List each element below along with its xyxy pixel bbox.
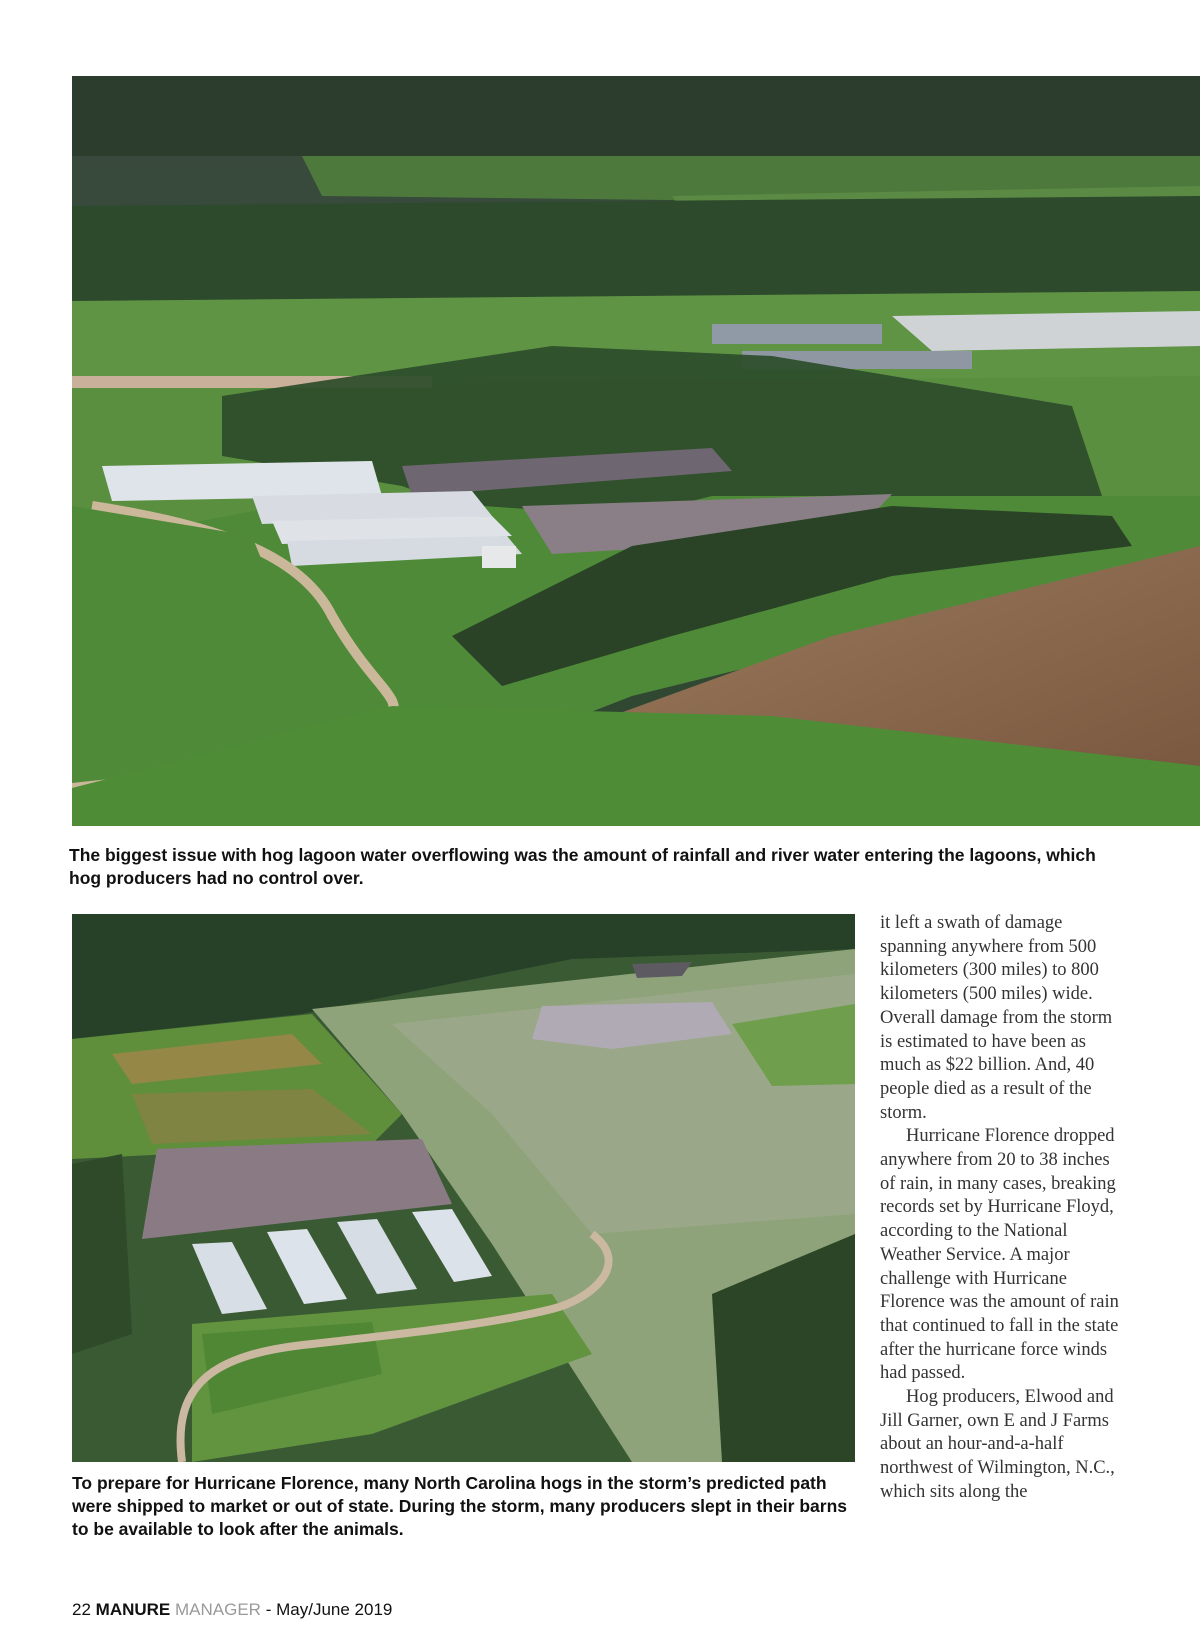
aerial-photo-flooded-farm xyxy=(72,914,855,1462)
magazine-name-bold: MANURE xyxy=(95,1600,171,1619)
article-paragraph: Hog producers, Elwood and Jill Garner, own E and J Farms about an hour-and-a-half northwest of Wilmington, N.C., which sits along the xyxy=(880,1387,1115,1502)
photo-caption-bottom: To prepare for Hurricane Florence, many North Carolina hogs in the storm’s predicted path were shipped to market or out of state. During the storm, many producers slept in their barns to be available to look after the animals. xyxy=(72,1473,847,1539)
magazine-name-light: MANAGER xyxy=(175,1600,261,1619)
issue-date: May/June 2019 xyxy=(276,1600,393,1619)
article-paragraph: it left a swath of damage spanning anywhere from 500 kilometers (300 miles) to 800 kilometers (500 miles) wide. Overall damage from the storm is estimated to have been as much as $22 billion. And, 40 people died as a result of the storm. xyxy=(880,913,1113,1123)
article-paragraph: Hurricane Florence dropped anywhere from 20 to 38 inches of rain, in many cases, breaking records set by Hurricane Floyd, according to the National Weather Service. A major challenge with Hurricane Florence was the amount of rain that continued to fall in the state after the hurricane force winds had passed. xyxy=(880,1126,1119,1384)
aerial-photo-hog-farm-lagoons xyxy=(72,76,1200,826)
footer-separator: - xyxy=(265,1600,272,1619)
article-body-column xyxy=(880,912,1125,1505)
page-footer xyxy=(72,1600,392,1620)
photo-caption-top: The biggest issue with hog lagoon water overflowing was the amount of rainfall and river water entering the lagoons, which hog producers had no control over. xyxy=(69,845,1096,888)
page-number: 22 xyxy=(72,1600,91,1619)
